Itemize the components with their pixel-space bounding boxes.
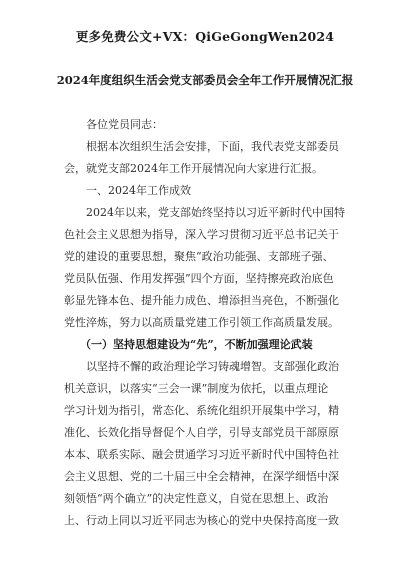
paragraph-line: 会主义思想、党的二十届三中全会精神，在深学细悟中深 [64, 470, 339, 483]
document-body [64, 114, 350, 532]
paragraph-line: 会，就党支部2024年工作开展情况向大家进行汇报。 [64, 162, 323, 175]
header-note: 更多免费公文+VX：QiGeGongWen2024 [75, 29, 335, 44]
section-heading: 一、2024年工作成效 [86, 184, 191, 197]
paragraph-line: 色社会主义思想为指导，深入学习贯彻习近平总书记关于 [64, 228, 339, 241]
paragraph-line: 学习计划为指引，常态化、系统化组织开展集中学习，精 [64, 404, 339, 417]
salutation: 各位党员同志： [86, 118, 163, 131]
paragraph-line: 根据本次组织生活会安排，下面，我代表党支部委员 [86, 140, 339, 153]
paragraph-line: 党员队伍强、作用发挥强”四个方面，坚持擦亮政治底色 [64, 272, 334, 285]
paragraph-line: 彰显先锋本色、提升能力成色、增添担当亮色，不断强化 [64, 294, 339, 307]
subsection-heading: （一）坚持思想建设为“先”，不断加强理论武装 [80, 338, 313, 351]
paragraph-line: 以坚持不懈的政治理论学习铸魂增智。支部强化政治 [86, 360, 339, 373]
paragraph-line: 上、行动上同以习近平同志为核心的党中央保持高度一致 [64, 514, 339, 527]
paragraph-line: 党的建设的重要思想，聚焦“政治功能强、支部班子强、 [64, 250, 334, 263]
paragraph-line: 本本、联系实际、融会贯通学习习近平新时代中国特色社 [64, 448, 339, 461]
paragraph-line: 准化、长效化指导督促个人自学，引导支部党员干部原原 [64, 426, 339, 439]
paragraph-line: 党性淬炼，努力以高质量党建工作引领工作高质量发展。 [64, 316, 339, 329]
paragraph-line: 机关意识，以落实“三会一课”制度为依托，以重点理论 [64, 382, 329, 395]
paragraph-line: 刻领悟“两个确立”的决定性意义，自觉在思想上、政治 [64, 492, 329, 505]
paragraph-line: 2024年以来，党支部始终坚持以习近平新时代中国特 [86, 206, 345, 219]
document-title: 2024年度组织生活会党支部委员会全年工作开展情况汇报 [56, 73, 354, 87]
